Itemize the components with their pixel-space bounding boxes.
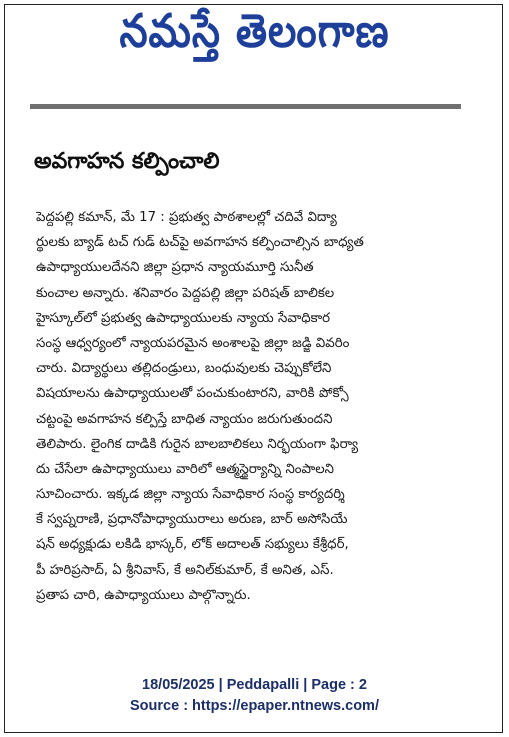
footer-source: Source : https://epaper.ntnews.com/ — [130, 698, 379, 714]
footer-date-edition: 18/05/2025 | Peddapalli | Page : 2 — [142, 677, 367, 693]
article-line: షన్ అధ్యక్షుడు లకిడి భాస్కర్, లోక్ అదాలత్ సభ్యులు కేశ్రీధర్, — [36, 537, 349, 553]
article-line: ఉపాధ్యాయులదేనని జిల్లా ప్రధాన న్యాయమూర్తి సునీత — [36, 260, 314, 276]
article-line: సంస్థ ఆధ్వర్యంలో న్యాయపరమైన అంశాలపై జిల్లా జడ్జి వివరిం — [36, 335, 350, 351]
masthead-divider — [30, 104, 461, 109]
article-headline: అవగాహన కల్పించాలి — [34, 149, 220, 174]
article-line: హైస్కూల్‌లో ప్రభుత్వ ఉపాధ్యాయులకు న్యాయ సేవాధికార — [36, 310, 331, 326]
article-line: కుంచాల అన్నారు. శనివారం పెద్దపల్లి జిల్లా పరిషత్ బాలికల — [36, 285, 335, 301]
article-line: పీ హరిప్రసాద్, ఏ శ్రీనివాస్, కే అనిల్‌కుమార్, కే అనిత, ఎస్. — [36, 562, 334, 578]
article-line: పెద్దపల్లి కమాన్, మే 17 : ప్రభుత్వ పాఠశాలల్లో చదివే విద్యా — [36, 210, 337, 225]
article-line: ప్రతాప చారి, ఉపాధ్యాయులు పాల్గొన్నారు. — [36, 587, 251, 603]
article-line: తెలిపారు. లైంగిక దాడికి గురైన బాలబాలికలు నిర్భయంగా ఫిర్యా — [36, 436, 359, 452]
article-line: సూచించారు. ఇక్కడ జిల్లా న్యాయ సేవాధికార సంస్థ కార్యదర్శి — [36, 487, 345, 503]
article-line: ర్థులకు బ్యాడ్ టచ్ గుడ్ టచ్‌పై అవగాహన కల్పించాల్సిన బాధ్యత — [36, 235, 364, 251]
article-line: కే స్వప్నరాణి, ప్రధానోపాధ్యాయురాలు అరుణ, బార్ అసోసియే — [36, 512, 348, 528]
article-body — [36, 205, 478, 645]
article-line: దు చేసేలా ఉపాధ్యాయులు వారిలో ఆత్మస్థైర్యాన్ని నింపాలని — [36, 461, 334, 477]
article-line: చట్టంపై అవగాహన కల్పిస్తే బాధిత న్యాయం జరుగుతుందని — [36, 411, 333, 427]
article-line: విషయాలను ఉపాధ్యాయులతో పంచుకుంటారని, వారికి పోక్సో — [36, 386, 349, 402]
article-line: చారు. విద్యార్థులు తల్లిదండ్రులు, బంధువులకు చెప్పుకోలేని — [36, 361, 332, 377]
masthead-title: నమస్తే తెలంగాణ — [119, 3, 390, 58]
newspaper-masthead — [0, 3, 509, 70]
